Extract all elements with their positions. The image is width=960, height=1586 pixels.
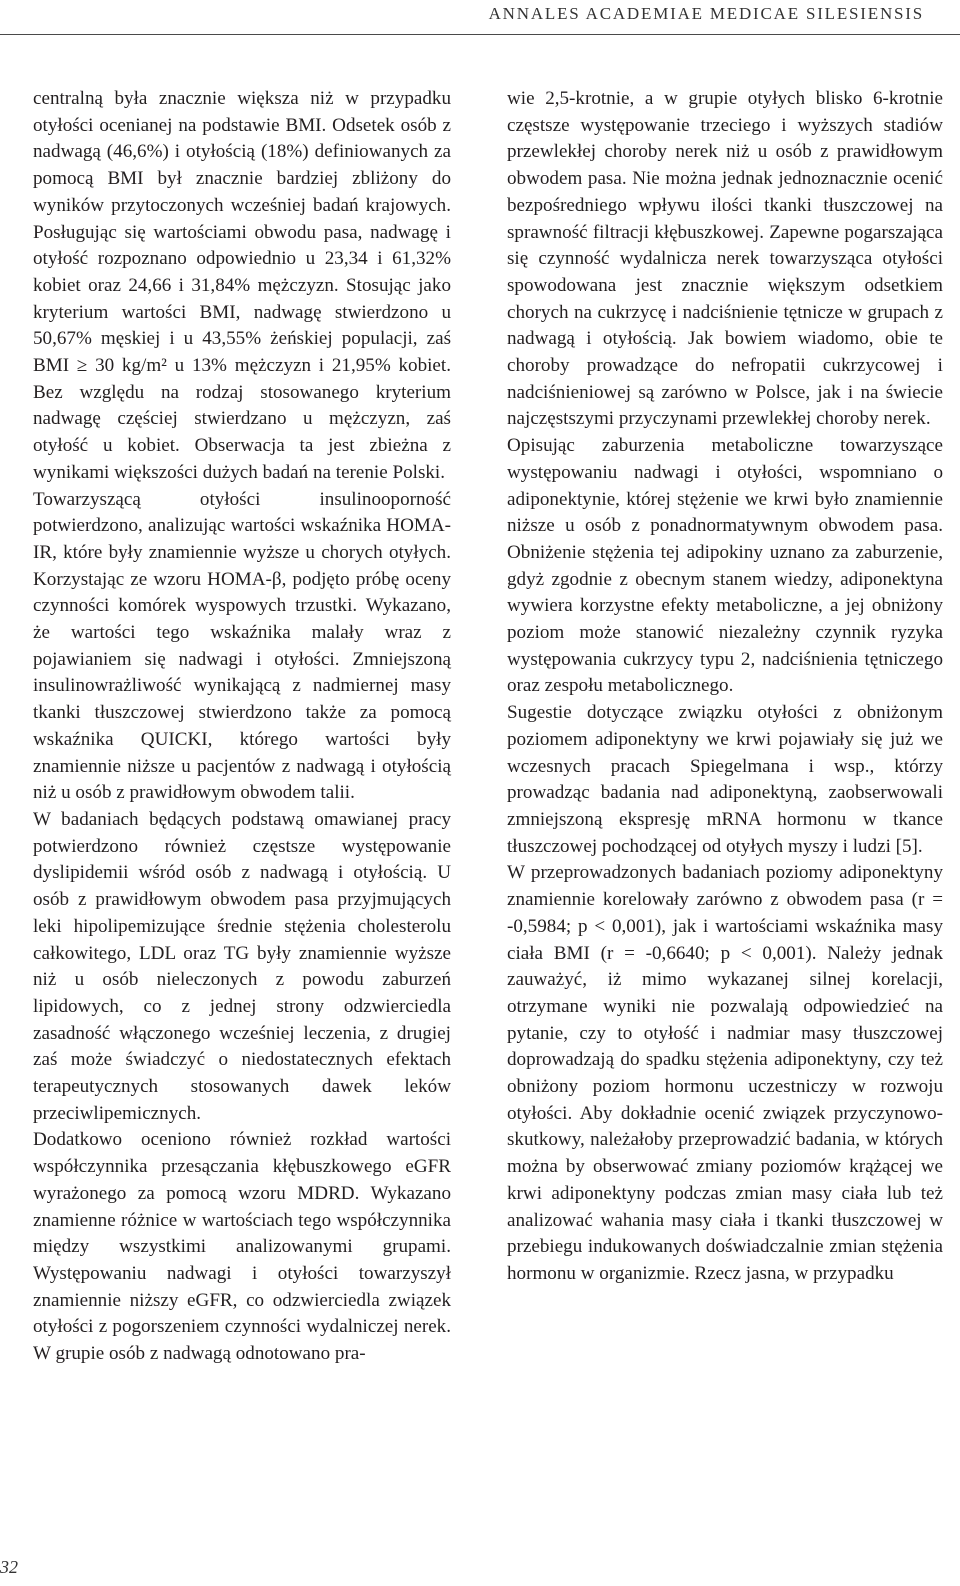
paragraph: W badaniach będących podstawą omawianej pracy potwierdzono również częstsze występowanie dyslipidemii wśród osób z nadwagą i otyłością. U osób z prawidłowym obwodem pasa przyjmujących leki hipolipemizujące średnie stężenia cholesterolu całkowitego, LDL oraz TG były znamiennie wyższe niż u osób nieleczonych z powodu zaburzeń lipidowych, co z jednej strony odzwierciedla zasadność włączonego wcześniej leczenia, z drugiej zaś może świadczyć o niedostatecznych efektach terapeutycznych stosowanych dawek leków przeciwlipemicznych. — [33, 808, 451, 1124]
page-number: 32 — [0, 1557, 18, 1577]
right-column — [507, 86, 943, 1288]
left-column — [33, 86, 451, 1368]
paragraph: Dodatkowo oceniono również rozkład wartości współczynnika przesączania kłębuszkowego eGFR wyrażonego za pomocą wzoru MDRD. Wykazano znamienne różnice w wartościach tego współczynnika między wszystkimi analizowanymi grupami. Występowaniu nadwagi i otyłości towarzyszył znamiennie niższy eGFR, co odzwierciedla związek otyłości z pogorszeniem czynności wydalniczej nerek. W grupie osób z nadwagą odnotowano pra- — [33, 1129, 451, 1365]
paragraph: wie 2,5-krotnie, a w grupie otyłych blisko 6-krotnie częstsze występowanie trzeciego i wyższych stadiów przewlekłej choroby nerek niż u osób z prawidłowym obwodem pasa. Nie można jednak jednoznacznie ocenić bezpośredniego wpływu ilości tkanki tłuszczowej na sprawność filtracji kłębuszkowej. Zapewne pogarszająca się czynność wydalnicza nerek towarzysząca otyłości spowodowana jest znacznie większym odsetkiem chorych na cukrzycę i nadciśnienie tętnicze w grupach z nadwagą i otyłością. Jak bowiem wiadomo, obie te choroby prowadzące do nefropatii cukrzycowej i nadciśnieniowej są zarówno w Polsce, jak i na świecie najczęstszymi przyczynami przewlekłej choroby nerek. — [507, 88, 943, 430]
paragraph: Sugestie dotyczące związku otyłości z obniżonym poziomem adiponektyny we krwi pojawiały się już we wczesnych pracach Spiegelmana i wsp., którzy prowadząc badania nad adiponektyną, zaobserwowali zmniejszoną ekspresję mRNA hormonu w tkance tłuszczowej pochodzącej od otyłych myszy i ludzi [5]. — [507, 702, 943, 857]
paragraph: Towarzyszącą otyłości insulinooporność potwierdzono, analizując wartości wskaźnika HOMA-IR, które były znamiennie wyższe u chorych otyłych. Korzystając ze wzoru HOMA-β, podjęto próbę oceny czynności komórek wyspowych trzustki. Wykazano, że wartości tego wskaźnika malały wraz z pojawianiem się nadwagi i otyłości. Zmniejszoną insulinowrażliwość wynikającą z nadmiernej masy tkanki tłuszczowej stwierdzono także za pomocą wskaźnika QUICKI, którego wartości były znamiennie niższe u pacjentów z nadwagą i otyłością niż u osób z prawidłowym obwodem talii. — [33, 488, 451, 804]
journal-title: ANNALES ACADEMIAE MEDICAE SILESIENSIS — [488, 4, 924, 23]
running-header — [0, 0, 960, 35]
paragraph: centralną była znacznie większa niż w przypadku otyłości ocenianej na podstawie BMI. Odsetek osób z nadwagą (46,6%) i otyłością (18%) definiowanych za pomocą BMI był znacznie bardziej zbliżony do wyników przytoczonych wcześniej badań krajowych. Posługując się wartościami obwodu pasa, nadwagę i otyłość rozpoznano odpowiednio u 23,34 i 61,32% kobiet oraz 24,66 i 31,84% mężczyzn. Stosując jako kryterium wartości BMI, nadwagę stwierdzono u 50,67% męskiej i u 43,55% żeńskiej populacji, zaś BMI ≥ 30 kg/m² u 13% mężczyzn i 21,95% kobiet. Bez względu na rodzaj stosowanego kryterium nadwagę częściej stwierdzano u mężczyzn, zaś otyłość u kobiet. Obserwacja ta jest zbieżna z wynikami większości dużych badań na terenie Polski. — [33, 88, 451, 483]
paragraph: W przeprowadzonych badaniach poziomy adiponektyny znamiennie korelowały zarówno z obwodem pasa (r = -0,5984; p < 0,001), jak i wartościami wskaźnika masy ciała BMI (r = -0,6640; p < 0,001). Należy jednak zauważyć, iż mimo wykazanej silnej korelacji, otrzymane wyniki nie pozwalają odpowiedzieć na pytanie, czy to otyłość i nadmiar masy tłuszczowej doprowadzają do spadku stężenia adiponektyny, czy też obniżony poziom hormonu uczestniczy w rozwoju otyłości. Aby dokładnie ocenić związek przyczynowo-skutkowy, należałoby przeprowadzić badania, w których można by obserwować zmiany poziomów krążącej we krwi adiponektyny podczas zmian masy ciała lub też analizować wahania masy ciała i tkanki tłuszczowej w przebiegu indukowanych doświadczalnie zmian stężenia hormonu w organizmie. Rzecz jasna, w przypadku — [507, 862, 943, 1284]
paragraph: Opisując zaburzenia metaboliczne towarzyszące występowaniu nadwagi i otyłości, wspomniano o adiponektynie, której stężenie we krwi było znamiennie niższe u osób z ponadnormatywnym obwodem pasa. Obniżenie stężenia tej adipokiny uznano za zaburzenie, gdyż zgodnie z obecnym stanem wiedzy, adiponektyna wywiera korzystne efekty metaboliczne, a jej obniżony poziom może stanowić niezależny czynnik ryzyka występowania cukrzycy typu 2, nadciśnienia tętniczego oraz zespołu metabolicznego. — [507, 435, 943, 697]
